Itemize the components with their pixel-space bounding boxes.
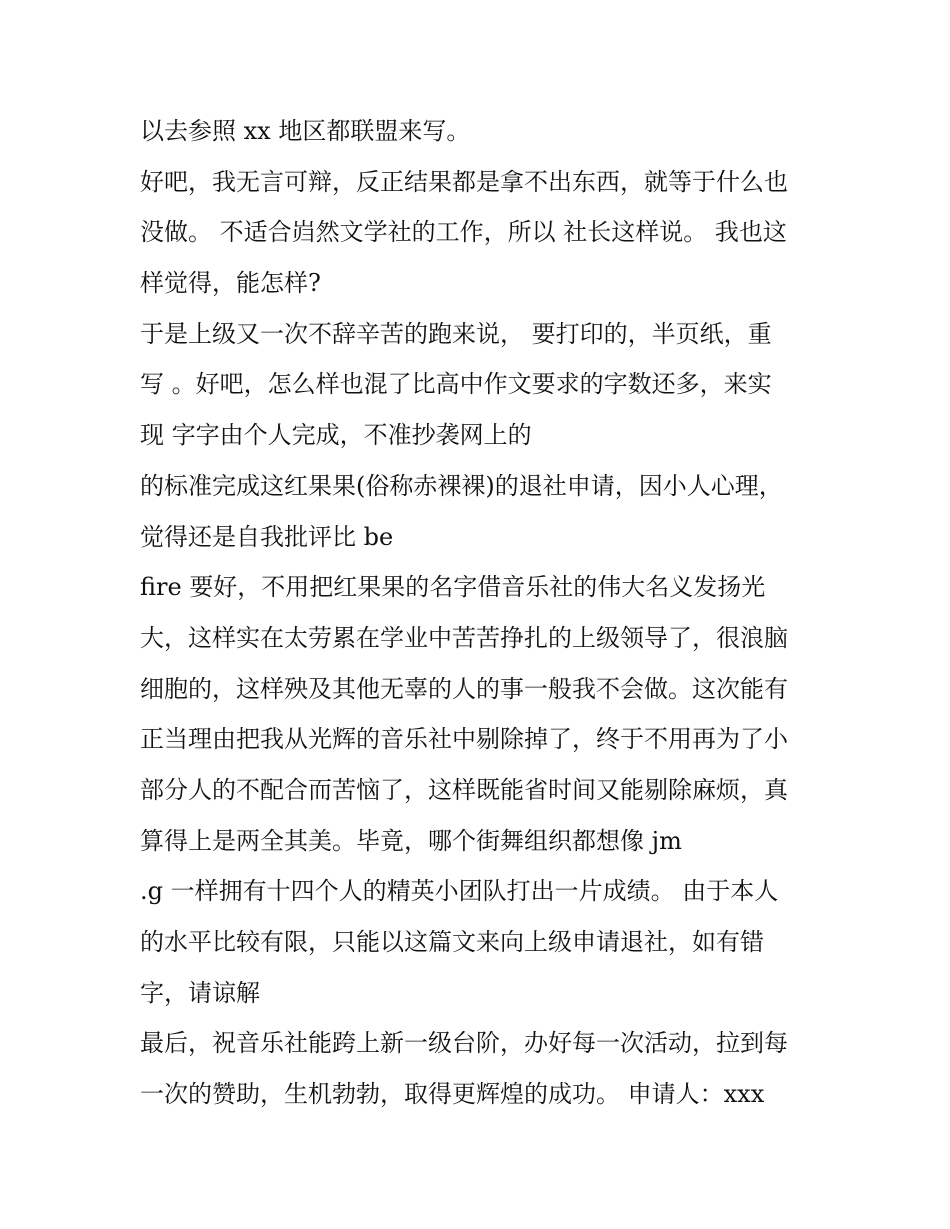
text-line: 细胞的，这样殃及其他无辜的人的事一般我不会做。这次能有 xyxy=(140,674,788,703)
text-line: 现 字字由个人完成，不准抄袭网上的 xyxy=(140,421,532,450)
text-line: 正当理由把我从光辉的音乐社中剔除掉了，终于不用再为了小 xyxy=(140,725,788,754)
text-line: 的标准完成这红果果(俗称赤裸裸)的退社申请，因小人心理， xyxy=(140,471,783,500)
text-line: 觉得还是自我批评比 be xyxy=(140,522,394,551)
text-line: 部分人的不配合而苦恼了，这样既能省时间又能剔除麻烦，真 xyxy=(140,775,788,804)
text-line: .g 一样拥有十四个人的精英小团队打出一片成绩。 由于本人 xyxy=(140,877,779,906)
text-line: 以去参照 xx 地区都联盟来写。 xyxy=(140,117,471,145)
document-body xyxy=(140,106,820,1120)
text-line: 好吧，我无言可辩，反正结果都是拿不出东西，就等于什么也 xyxy=(140,167,788,196)
text-line: 算得上是两全其美。毕竟，哪个街舞组织都想像 jm xyxy=(140,826,682,855)
text-line: 一次的赞助，生机勃勃，取得更辉煌的成功。 申请人：xxx xyxy=(140,1080,765,1109)
text-line: 没做。 不适合岿然文学社的工作，所以 社长这样说。 我也这 xyxy=(140,218,787,247)
text-line: 字，请谅解 xyxy=(140,978,260,1007)
text-line: 写 。好吧，怎么样也混了比高中作文要求的字数还多，来实 xyxy=(140,370,772,399)
text-line: 的水平比较有限，只能以这篇文来向上级申请退社，如有错 xyxy=(140,928,764,956)
text-line: 样觉得，能怎样? xyxy=(140,269,321,298)
text-line: 最后，祝音乐社能跨上新一级台阶，办好每一次活动，拉到每 xyxy=(140,1029,788,1058)
text-line: 于是上级又一次不辞辛苦的跑来说， 要打印的，半页纸，重 xyxy=(140,319,772,348)
text-line: fire 要好，不用把红果果的名字借音乐社的伟大名义发扬光 xyxy=(140,573,766,602)
text-line: 大，这样实在太劳累在学业中苦苦挣扎的上级领导了，很浪脑 xyxy=(140,623,788,652)
